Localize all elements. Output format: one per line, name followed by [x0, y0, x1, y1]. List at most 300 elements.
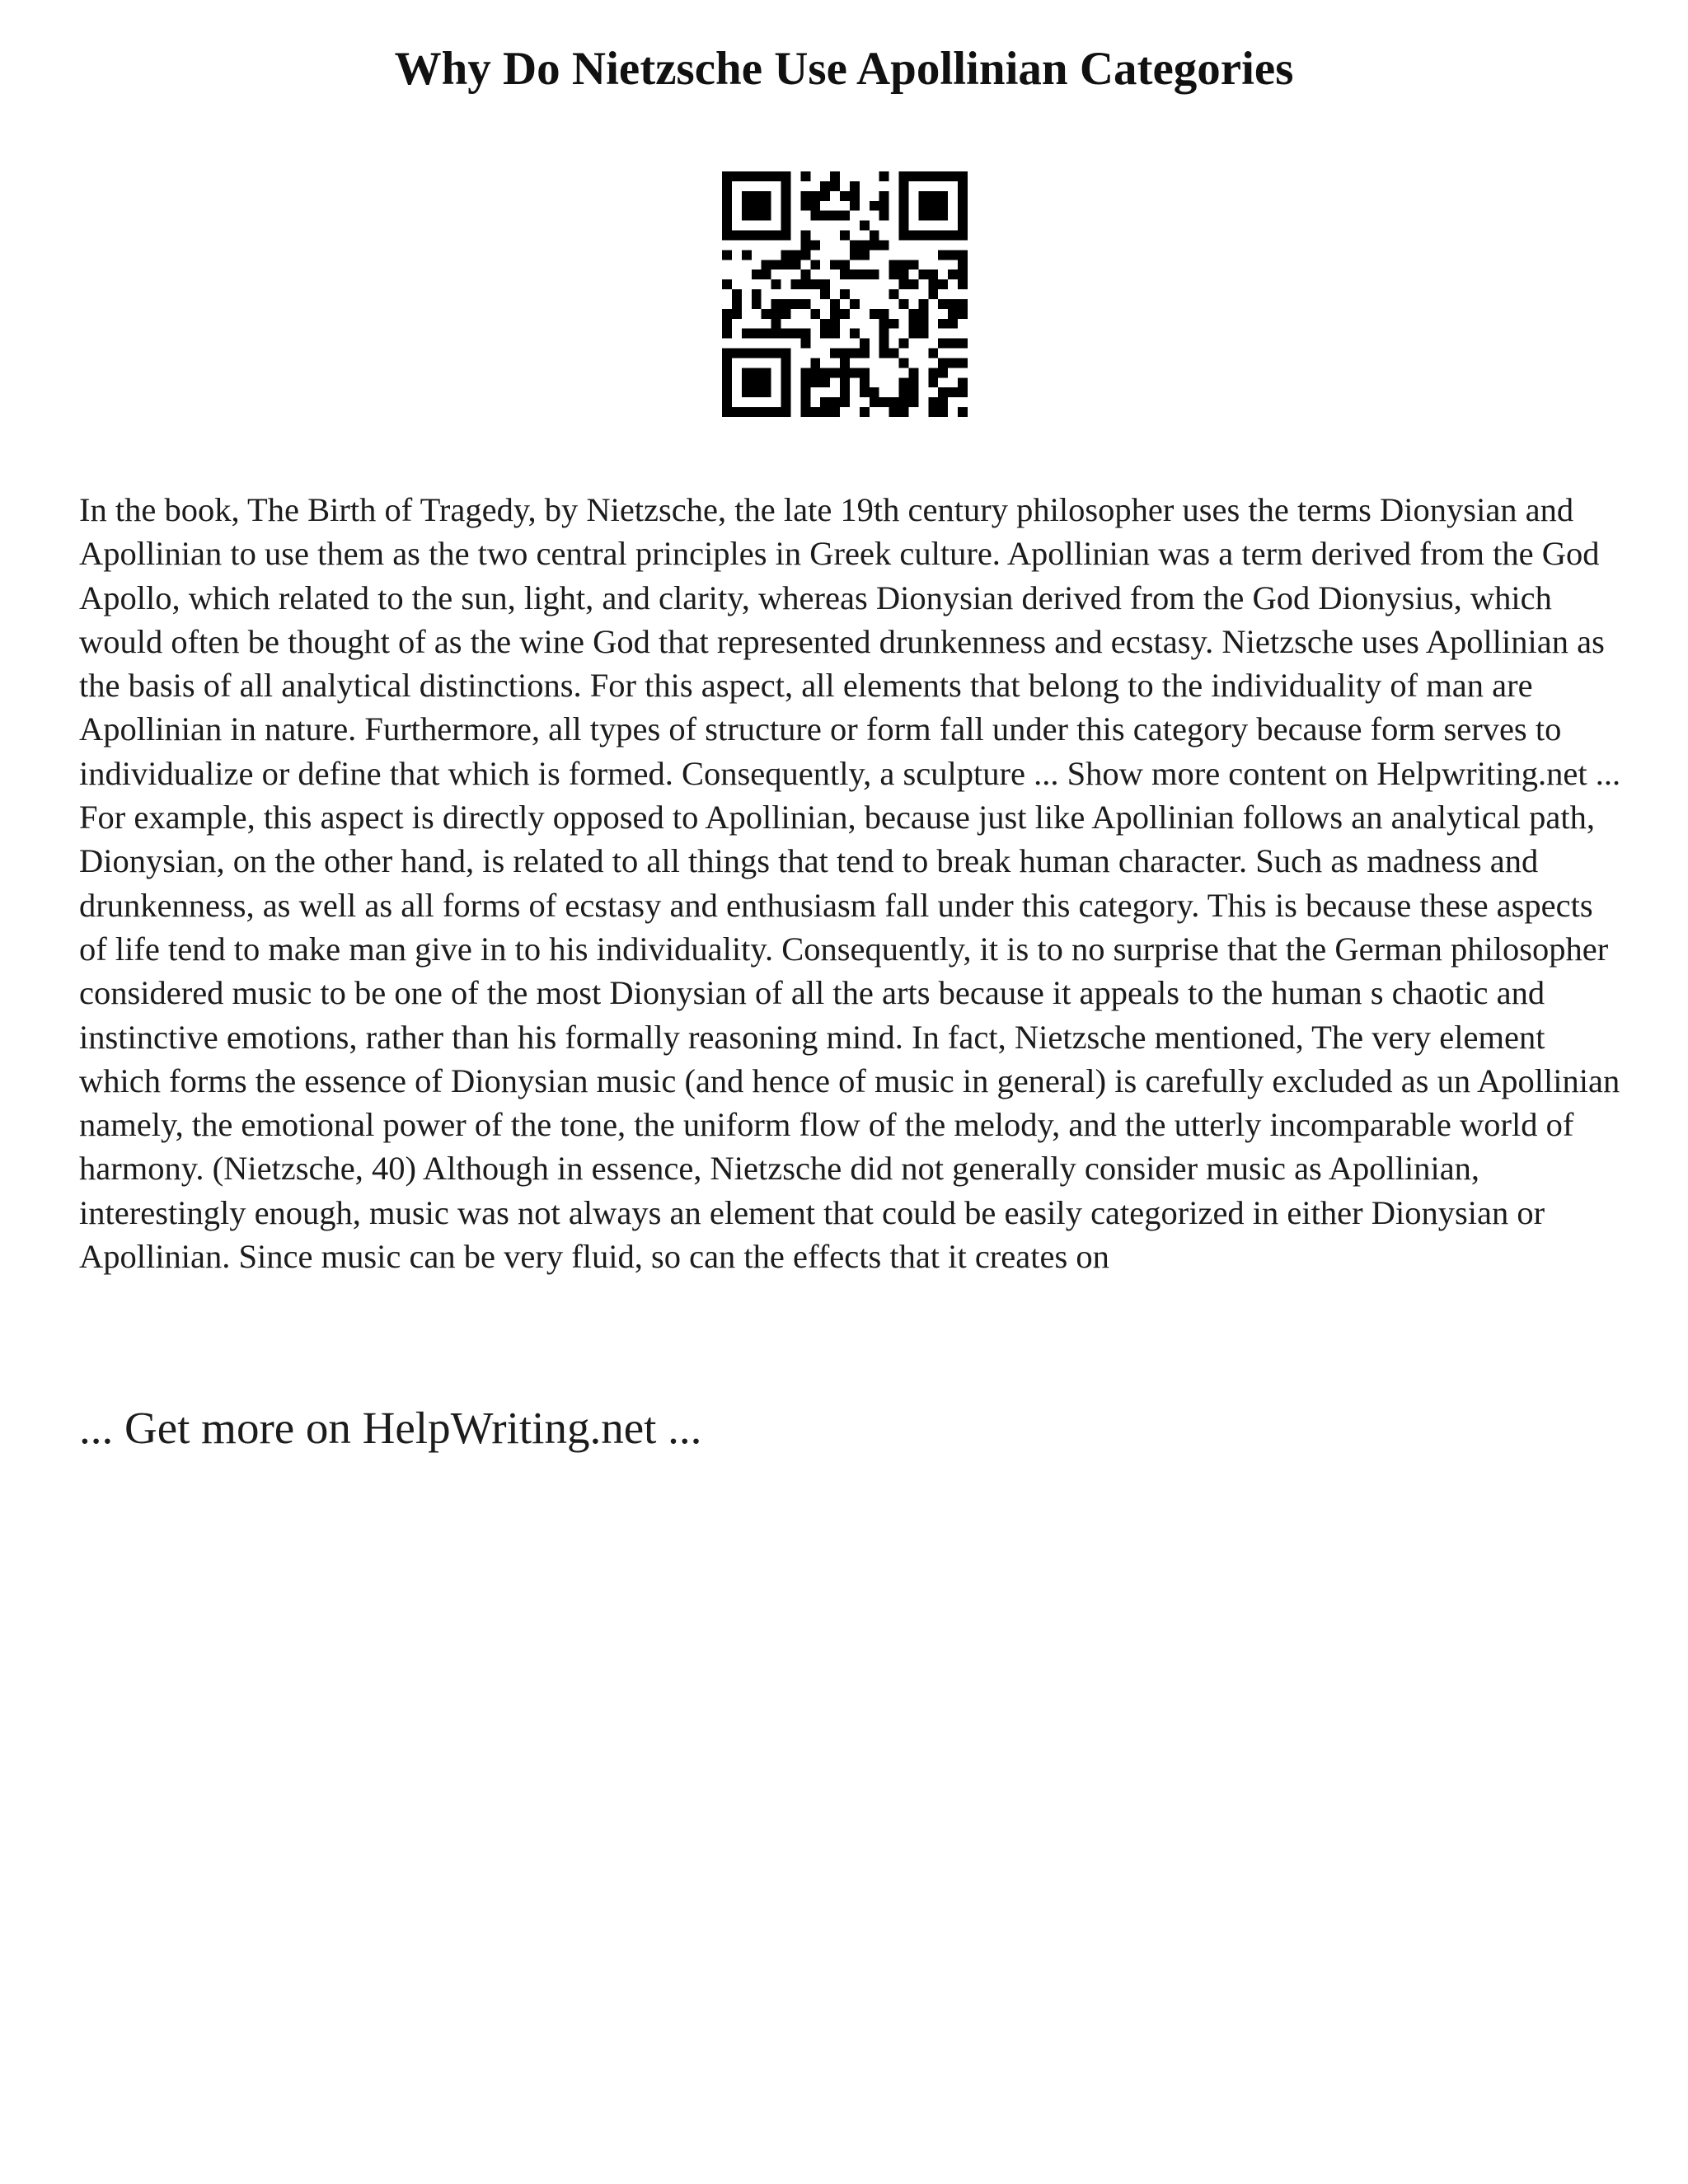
qr-module: [918, 231, 928, 241]
get-more-link[interactable]: ... Get more on HelpWriting.net ...: [79, 1403, 702, 1453]
qr-module: [938, 319, 948, 329]
qr-module: [781, 211, 791, 221]
qr-module: [762, 191, 771, 201]
qr-module: [850, 299, 860, 309]
qr-module: [958, 191, 968, 201]
qr-module: [928, 171, 938, 181]
qr-module: [928, 201, 938, 211]
qr-module: [742, 377, 752, 387]
qr-module: [762, 368, 771, 377]
qr-module: [810, 368, 820, 377]
qr-module: [810, 240, 820, 250]
qr-module: [762, 309, 771, 319]
qr-module: [928, 289, 938, 299]
qr-module: [781, 368, 791, 377]
qr-module: [840, 211, 850, 221]
qr-module: [820, 279, 830, 289]
qr-module: [771, 407, 781, 417]
qr-module: [850, 269, 860, 279]
qr-module: [870, 397, 879, 407]
qr-module: [899, 191, 909, 201]
qr-module: [830, 299, 840, 309]
qr-module: [830, 181, 840, 191]
qr-module: [840, 309, 850, 319]
qr-module: [928, 368, 938, 377]
qr-module: [752, 349, 762, 359]
qr-module: [879, 319, 889, 329]
qr-module: [870, 269, 879, 279]
qr-module: [850, 191, 860, 201]
qr-module: [938, 191, 948, 201]
qr-module: [810, 309, 820, 319]
qr-module: [781, 407, 791, 417]
qr-module: [762, 201, 771, 211]
qr-module: [800, 240, 810, 250]
qr-module: [810, 358, 820, 368]
qr-module: [860, 269, 870, 279]
qr-module: [879, 329, 889, 339]
qr-module: [742, 349, 752, 359]
qr-module: [918, 299, 928, 309]
qr-module: [889, 319, 899, 329]
qr-module: [771, 279, 781, 289]
qr-module: [722, 387, 732, 397]
qr-module: [771, 319, 781, 329]
qr-module: [762, 407, 771, 417]
qr-module: [879, 171, 889, 181]
qr-module: [722, 201, 732, 211]
qr-module: [948, 387, 958, 397]
qr-module: [790, 329, 800, 339]
qr-module: [722, 349, 732, 359]
qr-module: [800, 377, 810, 387]
qr-module: [781, 397, 791, 407]
qr-module: [908, 387, 918, 397]
qr-module: [830, 349, 840, 359]
qr-module: [918, 191, 928, 201]
qr-module: [762, 211, 771, 221]
qr-module: [742, 250, 752, 260]
qr-module: [830, 309, 840, 319]
qr-module: [752, 368, 762, 377]
qr-module: [899, 407, 909, 417]
qr-module: [771, 329, 781, 339]
qr-module: [958, 171, 968, 181]
qr-module: [948, 299, 958, 309]
qr-module: [752, 231, 762, 241]
qr-module: [870, 201, 879, 211]
qr-module: [899, 231, 909, 241]
qr-module: [840, 377, 850, 387]
qr-module: [889, 269, 899, 279]
qr-module: [899, 201, 909, 211]
qr-module: [790, 299, 800, 309]
qr-module: [722, 250, 732, 260]
qr-module: [752, 211, 762, 221]
qr-module: [830, 368, 840, 377]
qr-module: [762, 260, 771, 269]
article-paragraph: In the book, The Birth of Tragedy, by Nietzsche, the late 19th century philosopher uses the terms Dionysian and Apollinian to use them as the two central principles in Greek culture. Apollinian was a term derived from the God Apollo, which related to the sun, light, and clarity, whereas Dionysian derived from the God Dionysius, which would often be thought of as the wine God that represented drunkenness and ecstasy. Nietzsche uses Apollinian as the basis of all analytical distinctions. For this aspect, all elements that belong to the individuality of man are Apollinian in nature. Furthermore, all types of structure or form fall under this category because form serves to individualize or define that which is formed. Consequently, a sculpture ... Show more content on Helpwriting.net ...: [79, 491, 1621, 792]
qr-module: [879, 211, 889, 221]
qr-module: [781, 309, 791, 319]
qr-module: [948, 250, 958, 260]
qr-module: [722, 231, 732, 241]
qr-module: [790, 260, 800, 269]
qr-module: [800, 329, 810, 339]
qr-module: [918, 171, 928, 181]
qr-module: [722, 279, 732, 289]
qr-module: [771, 349, 781, 359]
qr-module: [800, 299, 810, 309]
qr-module: [860, 368, 870, 377]
qr-module: [958, 309, 968, 319]
qr-module: [899, 377, 909, 387]
qr-module: [860, 349, 870, 359]
qr-module: [899, 358, 909, 368]
qr-module: [850, 240, 860, 250]
article-paragraph: For example, this aspect is directly opposed to Apollinian, because just like Apollinian follows an analytical path, Dionysian, on the other hand, is related to all things that tend to break human character. Such as madness and drunkenness, as well as all forms of ecstasy and enthusiasm fall under this category. This is because these aspects of life tend to make man give in to his individuality. Consequently, it is to no surprise that the German philosopher considered music to be one of the most Dionysian of all the arts because it appeals to the human s chaotic and instinctive emotions, rather than his formally reasoning mind. In fact, Nietzsche mentioned, The very element which forms the essence of Dionysian music (and hence of music in general) is carefully excluded as un Apollinian namely, the emotional power of the tone, the uniform flow of the melody, and the utterly incomparable world of harmony. (Nietzsche, 40) Although in essence, Nietzsche did not generally consider music as Apollinian, interestingly enough, music was not always an element that could be easily categorized in either Dionysian or Apollinian. Since music can be very fluid, so can the effects that it creates on: [79, 799, 1620, 1276]
qr-module: [908, 319, 918, 329]
qr-module: [771, 231, 781, 241]
qr-module: [928, 269, 938, 279]
qr-module: [732, 171, 742, 181]
qr-module: [948, 319, 958, 329]
qr-module: [958, 221, 968, 231]
qr-module: [840, 368, 850, 377]
qr-module: [889, 260, 899, 269]
qr-module: [742, 201, 752, 211]
qr-module: [899, 299, 909, 309]
qr-module: [820, 397, 830, 407]
qr-module: [752, 171, 762, 181]
qr-module: [781, 221, 791, 231]
qr-module: [830, 260, 840, 269]
qr-module: [810, 201, 820, 211]
qr-module: [889, 407, 899, 417]
qr-module: [958, 231, 968, 241]
qr-module: [742, 171, 752, 181]
qr-module: [781, 358, 791, 368]
qr-module: [918, 211, 928, 221]
qr-module: [958, 269, 968, 279]
qr-module: [899, 171, 909, 181]
qr-module: [860, 250, 870, 260]
qr-module: [742, 368, 752, 377]
qr-module: [928, 191, 938, 201]
qr-module: [762, 171, 771, 181]
qr-module: [958, 377, 968, 387]
qr-module: [938, 397, 948, 407]
qr-module: [781, 231, 791, 241]
qr-module: [879, 240, 889, 250]
qr-module: [752, 269, 762, 279]
qr-module: [810, 407, 820, 417]
qr-module: [908, 368, 918, 377]
qr-module: [800, 201, 810, 211]
qr-module: [722, 181, 732, 191]
qr-module: [781, 171, 791, 181]
qr-module: [938, 231, 948, 241]
qr-module: [820, 211, 830, 221]
qr-module: [820, 181, 830, 191]
qr-module: [732, 349, 742, 359]
qr-module: [860, 221, 870, 231]
qr-module: [722, 407, 732, 417]
qr-module: [860, 377, 870, 387]
qr-module: [938, 339, 948, 349]
qr-module: [752, 299, 762, 309]
qr-module: [771, 309, 781, 319]
qr-module: [820, 407, 830, 417]
qr-module: [781, 349, 791, 359]
qr-module: [908, 397, 918, 407]
qr-module: [800, 279, 810, 289]
qr-module: [958, 201, 968, 211]
qr-module: [830, 329, 840, 339]
qr-module: [899, 181, 909, 191]
qr-module: [840, 349, 850, 359]
article-body: [79, 488, 1629, 1278]
qr-module: [948, 269, 958, 279]
qr-module: [732, 289, 742, 299]
qr-module: [810, 377, 820, 387]
qr-module: [958, 299, 968, 309]
qr-module: [830, 211, 840, 221]
qr-module: [938, 250, 948, 260]
qr-module: [820, 319, 830, 329]
qr-module: [908, 260, 918, 269]
qr-module: [762, 329, 771, 339]
qr-module: [860, 339, 870, 349]
qr-module: [899, 339, 909, 349]
qr-module: [938, 387, 948, 397]
qr-module: [840, 387, 850, 397]
qr-module: [850, 201, 860, 211]
qr-module: [850, 349, 860, 359]
qr-module: [752, 407, 762, 417]
qr-module: [948, 358, 958, 368]
qr-module: [742, 387, 752, 397]
qr-module: [908, 279, 918, 289]
qr-module: [752, 289, 762, 299]
qr-module: [928, 377, 938, 387]
qr-module: [771, 171, 781, 181]
qr-module: [830, 397, 840, 407]
qr-module: [899, 211, 909, 221]
qr-module: [800, 407, 810, 417]
qr-module: [918, 319, 928, 329]
qr-module: [928, 407, 938, 417]
qr-module: [781, 201, 791, 211]
qr-module: [830, 319, 840, 329]
page-title: Why Do Nietzsche Use Apollinian Categories: [394, 43, 1294, 95]
qr-module: [752, 329, 762, 339]
qr-module: [790, 250, 800, 260]
qr-module: [762, 269, 771, 279]
qr-module: [722, 368, 732, 377]
qr-module: [781, 329, 791, 339]
qr-module: [722, 358, 732, 368]
qr-module: [889, 397, 899, 407]
qr-module: [722, 221, 732, 231]
qr-module: [742, 191, 752, 201]
qr-module: [840, 289, 850, 299]
qr-module: [928, 397, 938, 407]
qr-module: [938, 407, 948, 417]
qr-module: [870, 387, 879, 397]
qr-module: [908, 231, 918, 241]
qr-module: [800, 339, 810, 349]
qr-module: [938, 279, 948, 289]
qr-module: [938, 368, 948, 377]
qr-module: [840, 397, 850, 407]
qr-module: [860, 407, 870, 417]
qr-module: [820, 368, 830, 377]
qr-module: [938, 211, 948, 221]
qr-module: [722, 211, 732, 221]
qr-module: [938, 299, 948, 309]
qr-module: [781, 387, 791, 397]
qr-module: [948, 171, 958, 181]
qr-module: [722, 191, 732, 201]
qr-module: [918, 269, 928, 279]
qr-module: [850, 329, 860, 339]
qr-module: [899, 260, 909, 269]
qr-module: [889, 289, 899, 299]
qr-module: [958, 358, 968, 368]
qr-module: [752, 377, 762, 387]
qr-module: [879, 201, 889, 211]
qr-module: [840, 358, 850, 368]
qr-module: [879, 339, 889, 349]
qr-module: [958, 250, 968, 260]
qr-module: [752, 191, 762, 201]
qr-module: [948, 231, 958, 241]
qr-module: [781, 191, 791, 201]
qr-module: [938, 171, 948, 181]
qr-module: [958, 279, 968, 289]
qr-module: [958, 339, 968, 349]
qr-module: [948, 309, 958, 319]
qr-module: [752, 201, 762, 211]
qr-module: [860, 240, 870, 250]
qr-module: [958, 260, 968, 269]
qr-module: [879, 397, 889, 407]
qr-module: [810, 211, 820, 221]
qr-module: [722, 397, 732, 407]
qr-module: [810, 191, 820, 201]
qr-module: [722, 319, 732, 329]
qr-module: [860, 387, 870, 397]
qr-module: [938, 201, 948, 211]
qr-module: [870, 240, 879, 250]
qr-module: [840, 269, 850, 279]
qr-module: [771, 260, 781, 269]
qr-module: [879, 191, 889, 201]
qr-module: [899, 221, 909, 231]
qr-module: [889, 349, 899, 359]
qr-module: [810, 260, 820, 269]
qr-module: [870, 231, 879, 241]
qr-module: [908, 329, 918, 339]
qr-module: [908, 309, 918, 319]
qr-module: [928, 349, 938, 359]
qr-module: [879, 309, 889, 319]
qr-module: [732, 309, 742, 319]
qr-module: [781, 250, 791, 260]
qr-module: [781, 299, 791, 309]
qr-module: [820, 329, 830, 339]
qr-module: [762, 377, 771, 387]
qr-module: [800, 368, 810, 377]
qr-module: [870, 309, 879, 319]
qr-module: [781, 181, 791, 191]
qr-module: [722, 377, 732, 387]
qr-module: [742, 329, 752, 339]
qr-module: [879, 349, 889, 359]
qr-module: [938, 358, 948, 368]
qr-module: [899, 279, 909, 289]
qr-module: [771, 299, 781, 309]
qr-module: [762, 231, 771, 241]
qr-module: [800, 387, 810, 397]
qr-module: [958, 407, 968, 417]
qr-module: [840, 191, 850, 201]
qr-module: [899, 397, 909, 407]
qr-module: [732, 299, 742, 309]
qr-module: [948, 339, 958, 349]
qr-module: [928, 231, 938, 241]
qr-module: [781, 377, 791, 387]
qr-module: [850, 250, 860, 260]
qr-module: [928, 279, 938, 289]
qr-module: [800, 269, 810, 279]
qr-module: [820, 289, 830, 299]
qr-module: [742, 231, 752, 241]
qr-module: [820, 377, 830, 387]
qr-module: [820, 191, 830, 201]
qr-module: [840, 260, 850, 269]
qr-module: [732, 231, 742, 241]
qr-module: [800, 171, 810, 181]
qr-module: [918, 309, 928, 319]
qr-module: [958, 211, 968, 221]
qr-module: [790, 279, 800, 289]
qr-module: [722, 309, 732, 319]
qr-module: [722, 171, 732, 181]
qr-module: [850, 181, 860, 191]
qr-module: [908, 171, 918, 181]
qr-module: [800, 250, 810, 260]
qr-module: [800, 231, 810, 241]
qr-module: [762, 387, 771, 397]
qr-module: [840, 231, 850, 241]
qr-module: [752, 387, 762, 397]
qr-module: [781, 260, 791, 269]
qr-module: [742, 407, 752, 417]
qr-module: [958, 387, 968, 397]
qr-module: [899, 387, 909, 397]
qr-module: [830, 171, 840, 181]
qr-module: [899, 269, 909, 279]
qr-module: [830, 407, 840, 417]
qr-module: [800, 191, 810, 201]
qr-module: [958, 181, 968, 191]
qr-code-icon: [722, 171, 968, 417]
qr-module: [800, 397, 810, 407]
qr-module: [722, 329, 732, 339]
qr-module: [732, 407, 742, 417]
